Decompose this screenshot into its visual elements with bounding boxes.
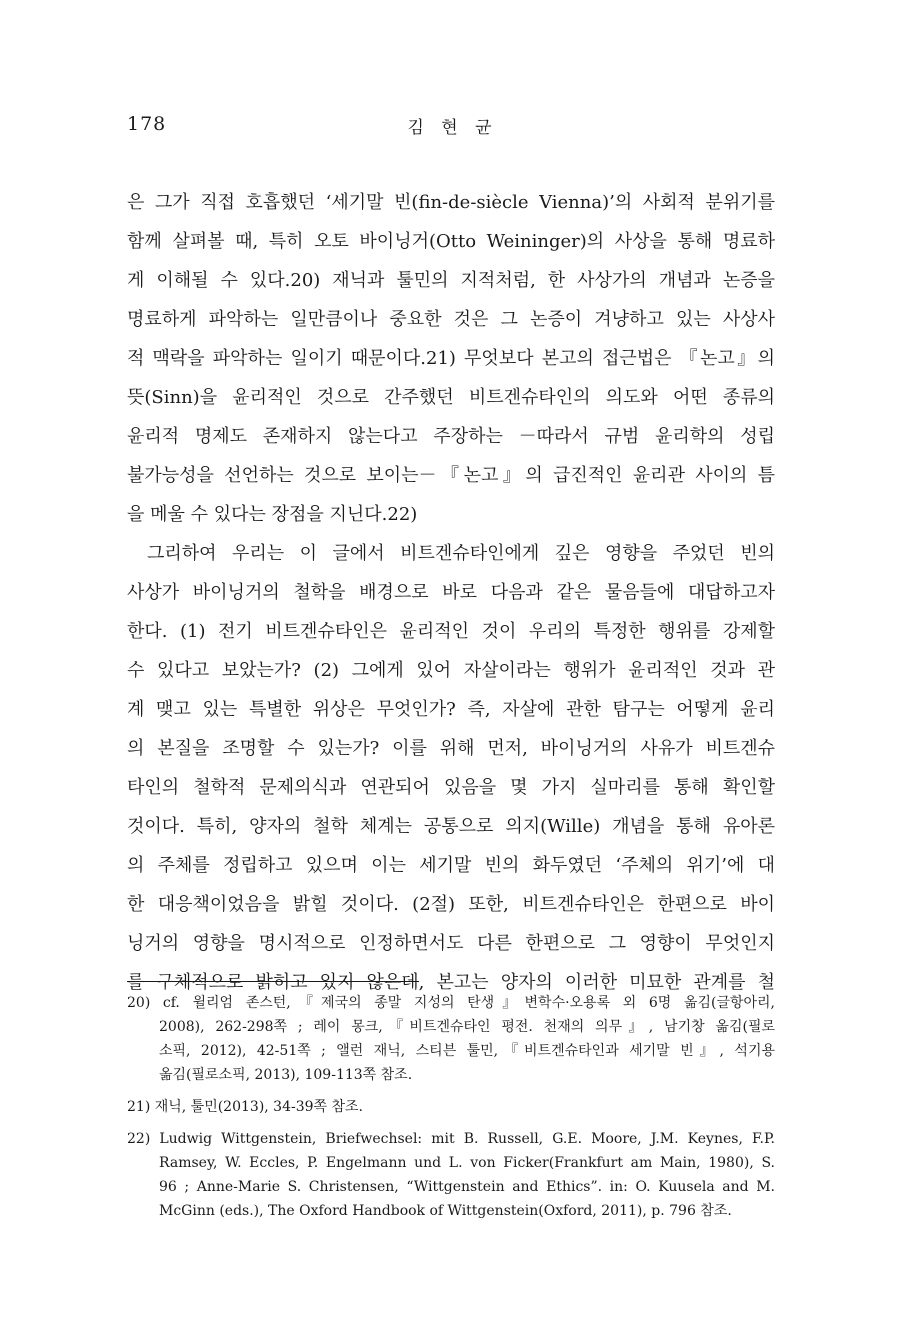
footnotes [127, 991, 775, 1223]
footnote-line: Ramsey, W. Eccles, P. Engelmann und L. von Ficker(Frankfurt am Main, 1980), S. [159, 1155, 775, 1171]
body-text [127, 183, 775, 1002]
text-line: 게 이해될 수 있다.20) 재닉과 툴민의 지적처럼, 한 사상가의 개념과 논증을 [127, 270, 775, 291]
text-line: 함께 살펴볼 때, 특히 오토 바이닝거(Otto Weininger)의 사상을 통해 명료하 [127, 231, 775, 252]
text-line: 를 구체적으로 밝히고 있지 않은데, 본고는 양자의 이러한 미묘한 관계를 철 [127, 972, 775, 993]
footnote-line: 20) cf. 윌리엄 존스턴,『제국의 종말 지성의 탄생』변학수·오용록 외 6명 옮김(글항아리, [127, 995, 775, 1011]
footnote-line: 22) Ludwig Wittgenstein, Briefwechsel: mit B. Russell, G.E. Moore, J.M. Keynes, F.P. [127, 1131, 775, 1147]
text-line: 닝거의 영향을 명시적으로 인정하면서도 다른 한편으로 그 영향이 무엇인지 [127, 933, 775, 954]
text-line: 그리하여 우리는 이 글에서 비트겐슈타인에게 깊은 영향을 주었던 빈의 [147, 543, 775, 564]
text-line: 것이다. 특히, 양자의 철학 체계는 공통으로 의지(Wille) 개념을 통해 유아론 [127, 816, 775, 837]
text-line: 은 그가 직접 호흡했던 ‘세기말 빈(fin-de-siècle Vienna)’의 사회적 분위기를 [127, 192, 775, 213]
text-line: 적 맥락을 파악하는 일이기 때문이다.21) 무엇보다 본고의 접근법은 『논고』의 [127, 348, 775, 369]
footnote-line: 96 ; Anne-Marie S. Christensen, “Wittgenstein and Ethics”. in: O. Kuusela and M. [159, 1179, 775, 1195]
footnote-line: 21) 재닉, 툴민(2013), 34-39쪽 참조. [127, 1099, 364, 1115]
page-number: 178 [127, 113, 167, 135]
text-line: 의 본질을 조명할 수 있는가? 이를 위해 먼저, 바이닝거의 사유가 비트겐슈 [127, 738, 775, 759]
text-line: 윤리적 명제도 존재하지 않는다고 주장하는 －따라서 규범 윤리학의 성립 [127, 426, 775, 447]
text-line: 사상가 바이닝거의 철학을 배경으로 바로 다음과 같은 물음들에 대답하고자 [127, 582, 775, 603]
text-line: 타인의 철학적 문제의식과 연관되어 있음을 몇 가지 실마리를 통해 확인할 [127, 777, 775, 798]
running-head: 김 현 균 [407, 118, 498, 138]
text-line: 뜻(Sinn)을 윤리적인 것으로 간주했던 비트겐슈타인의 의도와 어떤 종류의 [127, 387, 775, 408]
text-line: 명료하게 파악하는 일만큼이나 중요한 것은 그 논증이 겨냥하고 있는 사상사 [127, 309, 775, 330]
text-line: 불가능성을 선언하는 것으로 보이는－『논고』의 급진적인 윤리관 사이의 틈 [127, 465, 775, 486]
text-line: 수 있다고 보았는가? (2) 그에게 있어 자살이라는 행위가 윤리적인 것과 관 [127, 660, 775, 681]
footnote-rule [127, 981, 419, 982]
footnote-line: 2008), 262-298쪽 ; 레이 몽크,『비트겐슈타인 평전. 천재의 의무』, 남기창 옮김(필로 [159, 1019, 775, 1035]
text-line: 의 주체를 정립하고 있으며 이는 세기말 빈의 화두였던 ‘주체의 위기’에 대 [127, 855, 775, 876]
footnote-line: 소픽, 2012), 42-51쪽 ; 앨런 재닉, 스티븐 툴민,『비트겐슈타인과 세기말 빈』, 석기용 [159, 1043, 775, 1059]
text-line: 한 대응책이었음을 밝힐 것이다. (2절) 또한, 비트겐슈타인은 한편으로 바이 [127, 894, 775, 915]
text-line: 한다. (1) 전기 비트겐슈타인은 윤리적인 것이 우리의 특정한 행위를 강제할 [127, 621, 775, 642]
text-line: 을 메울 수 있다는 장점을 지닌다.22) [127, 504, 418, 525]
footnote-line: McGinn (eds.), The Oxford Handbook of Wittgenstein(Oxford, 2011), p. 796 참조. [159, 1203, 732, 1219]
text-line: 계 맺고 있는 특별한 위상은 무엇인가? 즉, 자살에 관한 탐구는 어떻게 윤리 [127, 699, 775, 720]
footnote-line: 옮김(필로소픽, 2013), 109-113쪽 참조. [159, 1067, 413, 1083]
